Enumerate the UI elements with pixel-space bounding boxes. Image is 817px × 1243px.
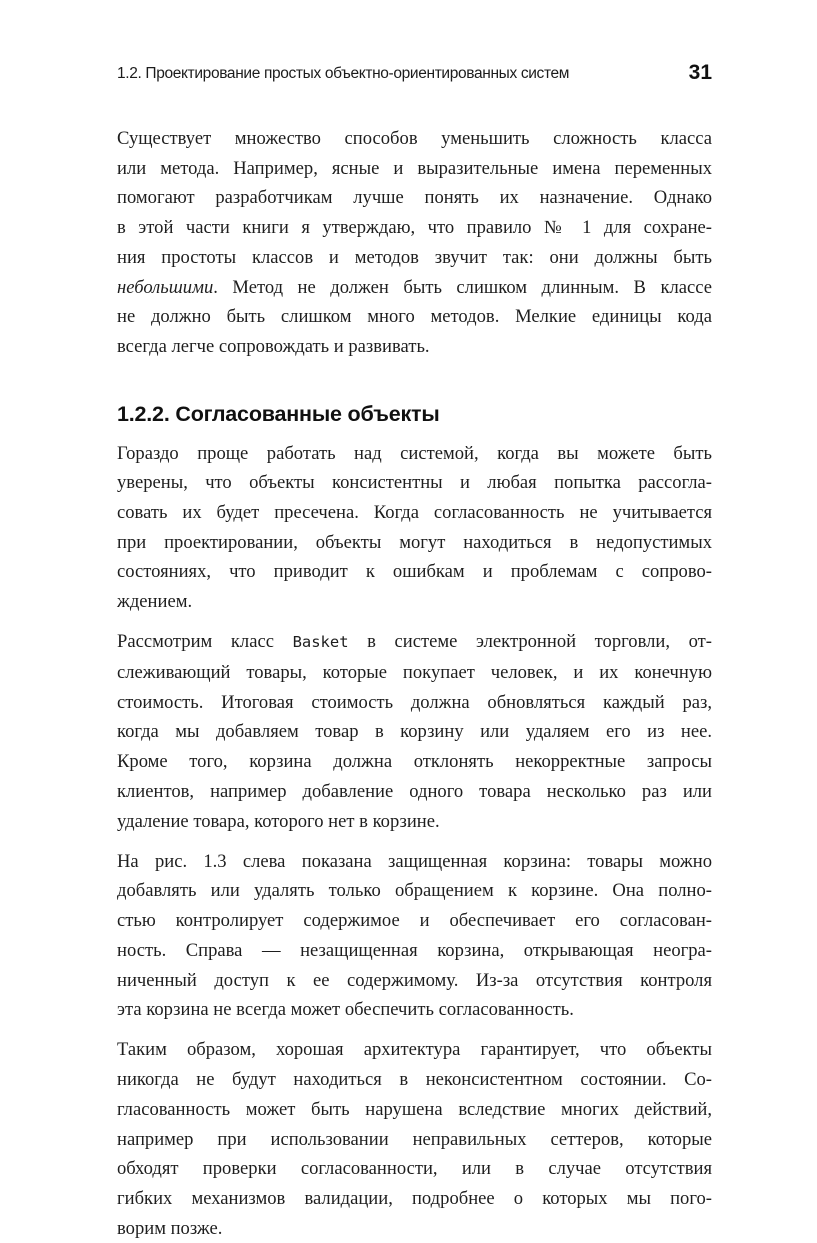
text-line: или метода. Например, ясные и выразительные имена переменных <box>117 157 712 179</box>
text-line: Кроме того, корзина должна отклонять некорректные запросы <box>117 751 712 773</box>
text-line: ность. Справа — незащищенная корзина, открывающая неогра- <box>117 939 712 961</box>
paragraph-basket <box>117 627 712 836</box>
text-line: Существует множество способов уменьшить сложность класса <box>117 128 712 149</box>
emphasis-word: небольшими <box>117 276 214 298</box>
section-heading-block <box>117 399 712 429</box>
inline-code: Basket <box>292 633 349 652</box>
text-line: ниченный доступ к ее содержимому. Из-за отсутствия контроля <box>117 969 712 991</box>
text-line: гибких механизмов валидации, подробнее о которых мы пого- <box>117 1188 712 1209</box>
text-line: уверены, что объекты консистентны и любая попытка рассогла- <box>117 472 712 494</box>
page-body <box>117 124 712 1243</box>
text-line: удаление товара, которого нет в корзине. <box>117 810 440 832</box>
text-line: слеживающий товары, которые покупает человек, и их конечную <box>117 662 712 684</box>
paragraph-figure <box>117 847 712 1025</box>
text-line: например при использовании неправильных сеттеров, которые <box>117 1128 712 1150</box>
text-line: Гораздо проще работать над системой, когда вы можете быть <box>117 442 712 464</box>
text-line: никогда не будут находиться в неконсистентном состоянии. Со- <box>117 1069 712 1091</box>
text-line: обходят проверки согласованности, или в случае отсутствия <box>117 1158 712 1180</box>
text-line: всегда легче сопровождать и развивать. <box>117 335 430 357</box>
text-line: Таким образом, хорошая архитектура гарантирует, что объекты <box>117 1039 712 1061</box>
text-line: в этой части книги я утверждаю, что правило № 1 для сохране- <box>117 217 712 239</box>
text-line: гласованность может быть нарушена вследствие многих действий, <box>117 1098 712 1120</box>
text-line: На рис. 1.3 слева показана защищенная корзина: товары можно <box>117 850 712 872</box>
text-line: стью контролирует содержимое и обеспечивает его согласован- <box>117 910 712 932</box>
text-line: помогают разработчикам лучше понять их назначение. Однако <box>117 187 712 209</box>
running-title: 1.2. Проектирование простых объектно-ориентированных систем <box>117 65 570 82</box>
text-line: ворим позже. <box>117 1217 223 1239</box>
text-run: в системе электронной торговли, от- <box>348 631 712 653</box>
text-line: ждением. <box>117 591 193 613</box>
text-line: клиентов, например добавление одного товара несколько раз или <box>117 780 712 802</box>
running-header <box>117 61 712 87</box>
page-number: 31 <box>688 61 712 84</box>
text-line: ния простоты классов и методов звучит так: они должны быть <box>117 246 712 268</box>
text-line <box>117 627 712 658</box>
paragraph-architecture <box>117 1035 712 1243</box>
text-line: эта корзина не всегда может обеспечить согласованность. <box>117 999 574 1021</box>
intro-paragraph <box>117 124 712 362</box>
text-run: . Метод не должен быть слишком длинным. В классе <box>213 276 712 298</box>
section-heading: 1.2.2. Согласованные объекты <box>117 401 440 426</box>
text-line: стоимость. Итоговая стоимость должна обновляться каждый раз, <box>117 691 712 713</box>
text-run: Рассмотрим класс <box>117 631 293 653</box>
text-line <box>117 273 712 303</box>
paragraph-consistency <box>117 439 712 617</box>
text-line: добавлять или удалять только обращением к корзине. Она полно- <box>117 880 712 902</box>
text-line: состояниях, что приводит к ошибкам и проблемам с сопрово- <box>117 561 712 583</box>
text-line: совать их будет пресечена. Когда согласованность не учитывается <box>117 502 712 524</box>
text-line: не должно быть слишком много методов. Мелкие единицы кода <box>117 306 712 328</box>
text-line: при проектировании, объекты могут находиться в недопустимых <box>117 531 712 553</box>
text-line: когда мы добавляем товар в корзину или удаляем его из нее. <box>117 721 712 743</box>
